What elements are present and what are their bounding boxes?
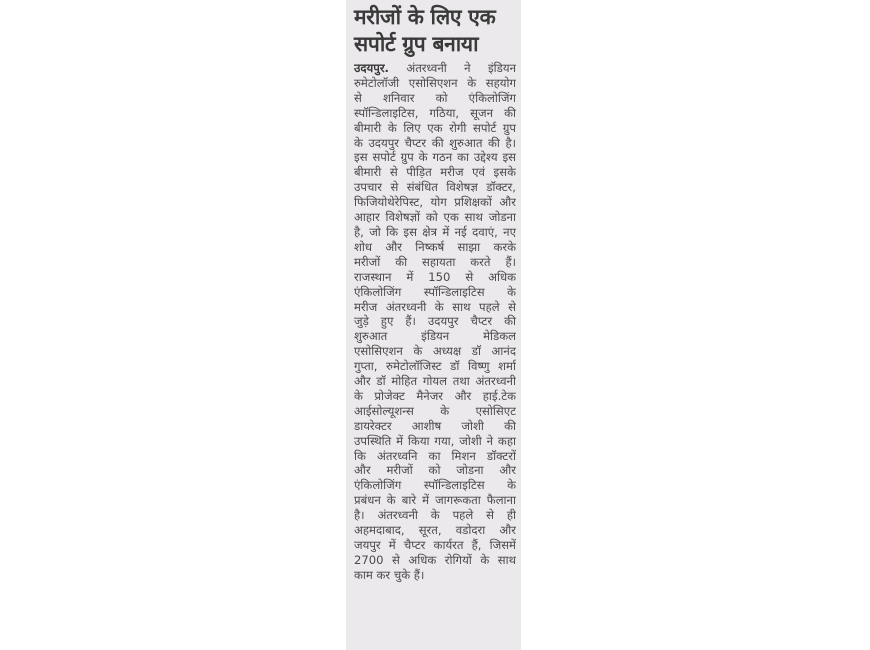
body-line: उपस्थिति में किया गया, जोशी ने कहा xyxy=(354,433,516,448)
body-line: जयपुर में चैप्टर कार्यरत हैं, जिसमें xyxy=(354,538,516,552)
body-line: इस सपोर्ट ग्रुप के गठन का उद्देश्य इस xyxy=(354,150,516,165)
body-line: और मरीजों को जोडना और xyxy=(354,463,516,478)
body-line: काम कर चुके हैं। xyxy=(354,567,425,582)
body-line: 2700 से अधिक रोगियों के साथ xyxy=(354,552,516,567)
body-line: अहमदाबाद, सूरत, वडोदरा और xyxy=(354,523,516,538)
newspaper-clipping xyxy=(346,0,521,650)
body-line: एंकिलोजिंग स्पॉन्डिलाइटिस के xyxy=(354,284,516,299)
body-line: उपचार से संबंधित विशेषज्ञ डॉक्टर, xyxy=(354,180,516,195)
body-line: स्पॉन्डिलाइटिस, गठिया, सूजन की xyxy=(354,105,516,120)
body-line: शोध और निष्कर्ष साझा करके xyxy=(354,239,516,254)
body-line: मरीज अंतरध्वनी के साथ पहले से xyxy=(354,299,516,314)
body-line: जुड़े हुए हैं। उदयपुर चैप्टर की xyxy=(354,314,516,329)
body-line: बीमारी से पीड़ित मरीज एवं इसके xyxy=(354,165,516,180)
body-line: आईसोल्यूशन्स के एसोसिएट xyxy=(354,403,516,418)
body-line: एंकिलोजिंग स्पॉन्डिलाइटिस के xyxy=(354,478,516,493)
body-line: से शनिवार को एंकिलोजिंग xyxy=(354,90,516,105)
body-line: मरीजों की सहायता करते हैं। xyxy=(354,254,516,269)
body-line: एसोसिएशन के अध्यक्ष डॉ आनंद xyxy=(354,344,516,359)
article-headline xyxy=(354,4,516,58)
body-line: के उदयपुर चैप्टर की शुरुआत की है। xyxy=(354,135,516,150)
body-line: गुप्ता, रुमेटोलॉजिस्ट डॉ विष्णु शर्मा xyxy=(354,359,516,374)
body-line: है। अंतरध्वनी के पहले से ही xyxy=(354,508,516,523)
body-line: आहार विशेषज्ञों को एक साथ जोडना xyxy=(354,210,516,225)
body-line: और डॉ मोहित गोयल तथा अंतरध्वनी xyxy=(354,374,516,389)
body-line: बीमारी के लिए एक रोगी सपोर्ट ग्रुप xyxy=(354,120,516,135)
body-line: रुमेटोलॉजी एसोसिएशन के सहयोग xyxy=(354,75,516,90)
headline-line-2: सपोर्ट ग्रुप बनाया xyxy=(354,32,479,56)
body-line: उदयपुर. अंतरध्वनी ने इंडियन xyxy=(354,61,516,75)
body-line: शुरुआत इंडियन मेडिकल xyxy=(354,329,516,344)
body-line: प्रबंधन के बारे में जागरूकता फैलाना xyxy=(354,493,516,508)
body-line: फिजियोथेरेपिस्ट, योग प्रशिक्षकों और xyxy=(354,195,516,210)
article-body xyxy=(354,61,516,583)
body-line: राजस्थान में 150 से अधिक xyxy=(354,269,516,284)
dateline: उदयपुर. xyxy=(354,61,389,75)
headline-line-1: मरीजों के लिए एक xyxy=(354,5,496,29)
body-line: के प्रोजेक्ट मैनेजर और हाई.टेक xyxy=(354,388,516,403)
body-line: कि अंतरध्वनि का मिशन डॉक्टरों xyxy=(354,448,516,463)
body-line: है, जो कि इस क्षेत्र में नई दवाएं, नए xyxy=(354,224,516,239)
body-line: डायरेक्टर आशीष जोशी की xyxy=(354,418,516,433)
